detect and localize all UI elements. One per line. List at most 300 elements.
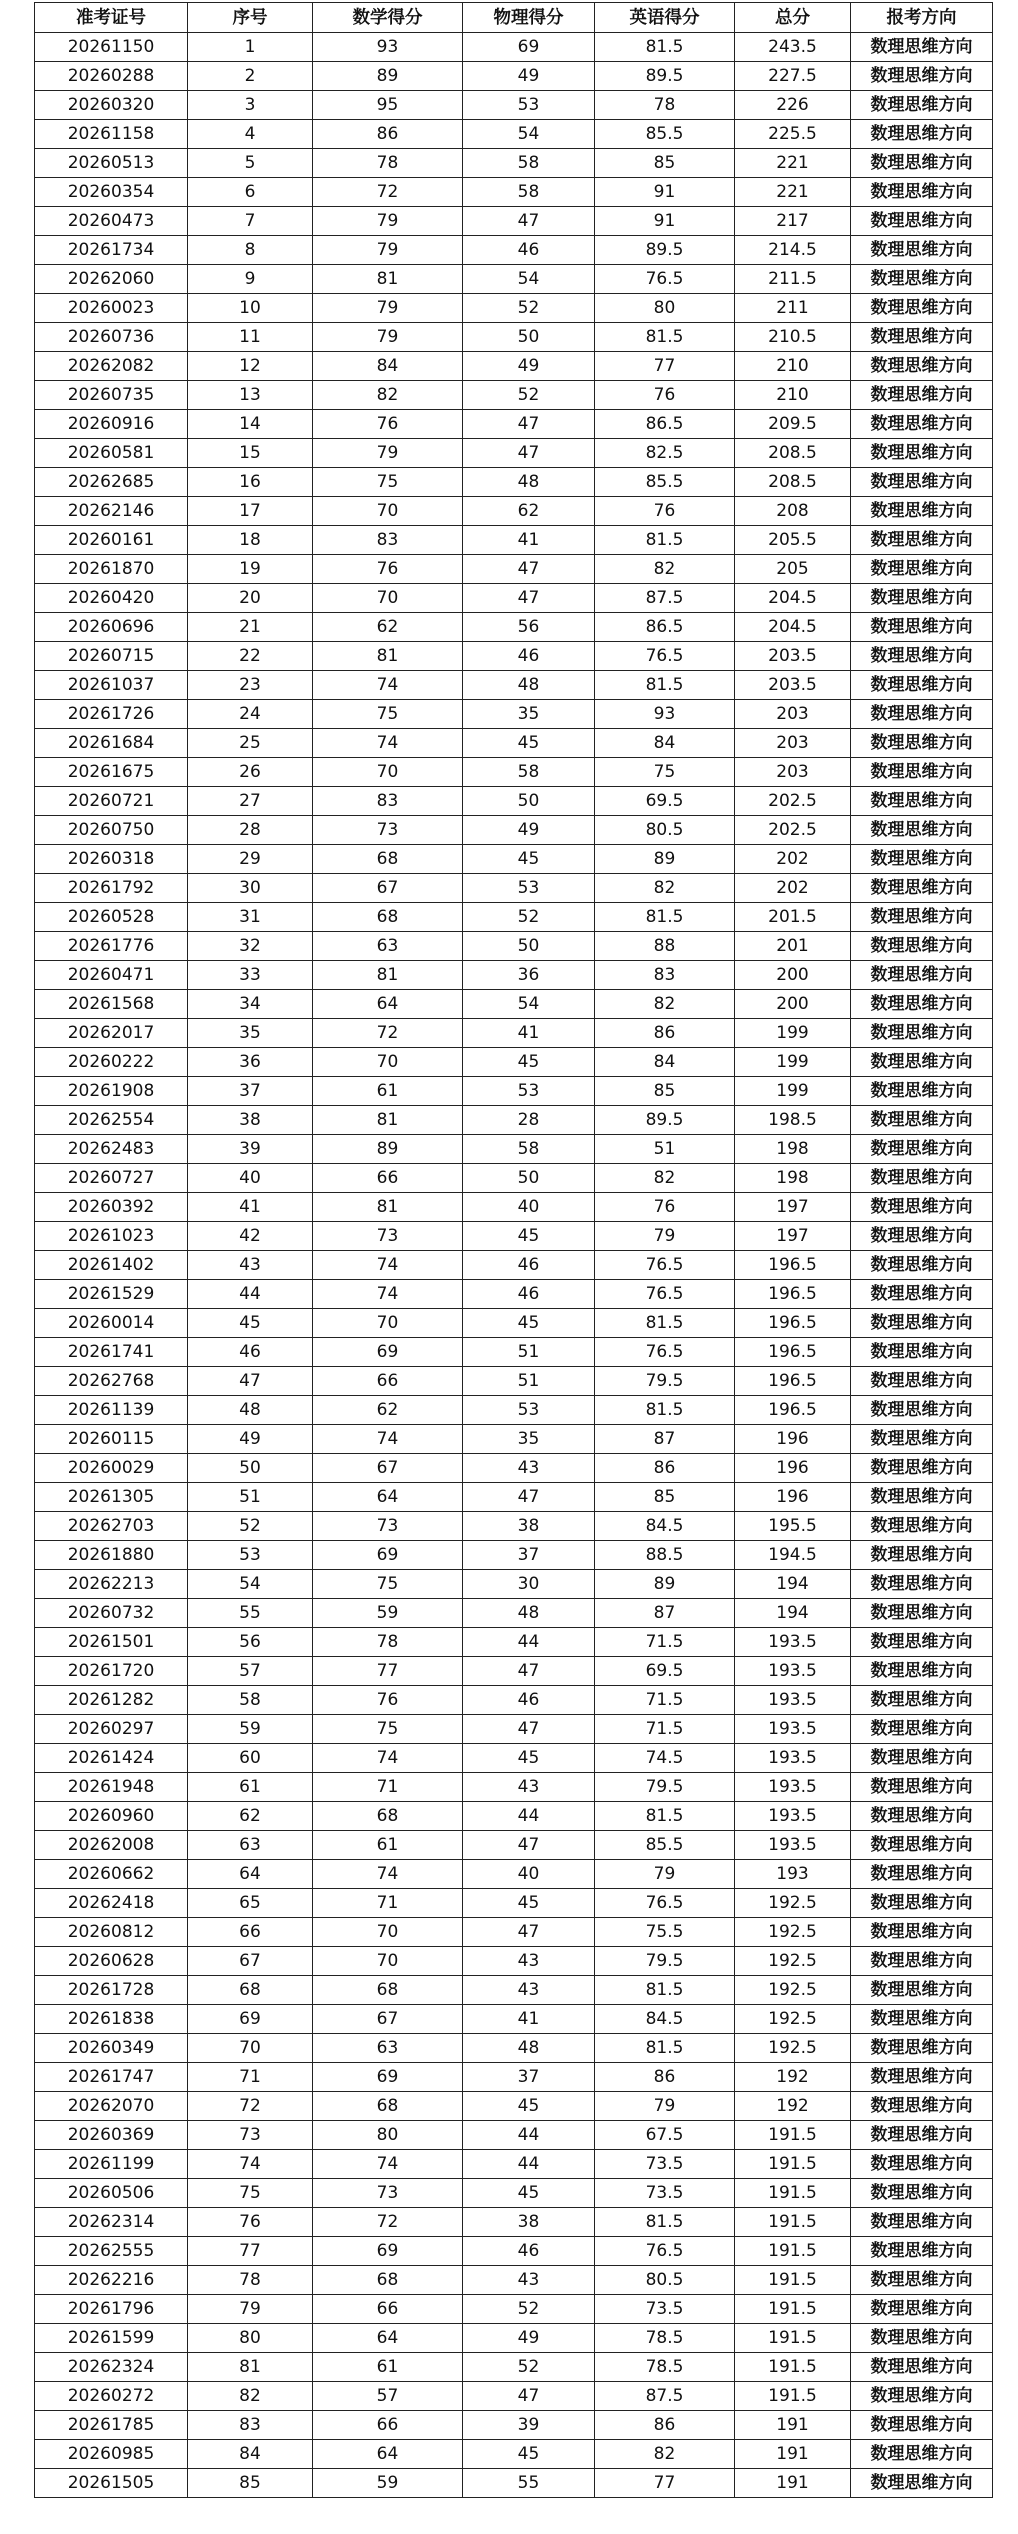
cell-physics-score: 53 (463, 874, 595, 903)
cell-exam-id: 20261747 (35, 2063, 188, 2092)
cell-rank: 40 (188, 1164, 313, 1193)
cell-math-score: 70 (313, 758, 463, 787)
cell-english-score: 79 (595, 2092, 735, 2121)
cell-exam-id: 20260721 (35, 787, 188, 816)
cell-rank: 80 (188, 2324, 313, 2353)
cell-exam-id: 20260272 (35, 2382, 188, 2411)
cell-math-score: 89 (313, 1135, 463, 1164)
cell-english-score: 91 (595, 207, 735, 236)
cell-total-score: 205.5 (735, 526, 851, 555)
cell-total-score: 192.5 (735, 1976, 851, 2005)
cell-direction: 数理思维方向 (851, 1744, 993, 1773)
cell-english-score: 85 (595, 1483, 735, 1512)
header-math-score: 数学得分 (313, 3, 463, 33)
cell-direction: 数理思维方向 (851, 33, 993, 62)
cell-rank: 16 (188, 468, 313, 497)
cell-rank: 14 (188, 410, 313, 439)
cell-total-score: 204.5 (735, 584, 851, 613)
cell-physics-score: 45 (463, 2440, 595, 2469)
table-row (35, 33, 993, 62)
cell-exam-id: 20261023 (35, 1222, 188, 1251)
cell-physics-score: 28 (463, 1106, 595, 1135)
cell-physics-score: 49 (463, 62, 595, 91)
header-row (35, 3, 993, 33)
cell-exam-id: 20261838 (35, 2005, 188, 2034)
cell-exam-id: 20260513 (35, 149, 188, 178)
cell-total-score: 196.5 (735, 1367, 851, 1396)
cell-english-score: 51 (595, 1135, 735, 1164)
cell-total-score: 214.5 (735, 236, 851, 265)
cell-direction: 数理思维方向 (851, 1077, 993, 1106)
table-row (35, 1512, 993, 1541)
cell-rank: 77 (188, 2237, 313, 2266)
cell-rank: 83 (188, 2411, 313, 2440)
cell-physics-score: 35 (463, 1425, 595, 1454)
cell-rank: 4 (188, 120, 313, 149)
cell-physics-score: 54 (463, 990, 595, 1019)
cell-direction: 数理思维方向 (851, 1657, 993, 1686)
cell-english-score: 76.5 (595, 1280, 735, 1309)
cell-math-score: 84 (313, 352, 463, 381)
cell-math-score: 75 (313, 1570, 463, 1599)
table-row (35, 1309, 993, 1338)
cell-math-score: 70 (313, 1918, 463, 1947)
cell-direction: 数理思维方向 (851, 961, 993, 990)
table-row (35, 584, 993, 613)
cell-rank: 76 (188, 2208, 313, 2237)
cell-physics-score: 53 (463, 1396, 595, 1425)
cell-exam-id: 20260369 (35, 2121, 188, 2150)
cell-direction: 数理思维方向 (851, 1512, 993, 1541)
cell-exam-id: 20261529 (35, 1280, 188, 1309)
cell-math-score: 73 (313, 2179, 463, 2208)
cell-math-score: 76 (313, 555, 463, 584)
cell-direction: 数理思维方向 (851, 1483, 993, 1512)
cell-math-score: 86 (313, 120, 463, 149)
cell-physics-score: 45 (463, 1048, 595, 1077)
cell-exam-id: 20261908 (35, 1077, 188, 1106)
cell-math-score: 81 (313, 265, 463, 294)
cell-total-score: 205 (735, 555, 851, 584)
cell-total-score: 191.5 (735, 2266, 851, 2295)
table-row (35, 120, 993, 149)
cell-rank: 9 (188, 265, 313, 294)
cell-total-score: 200 (735, 961, 851, 990)
cell-exam-id: 20261599 (35, 2324, 188, 2353)
cell-physics-score: 43 (463, 1976, 595, 2005)
table-row (35, 2411, 993, 2440)
cell-physics-score: 46 (463, 236, 595, 265)
table-row (35, 323, 993, 352)
cell-physics-score: 46 (463, 642, 595, 671)
cell-physics-score: 43 (463, 1454, 595, 1483)
table-row (35, 91, 993, 120)
cell-exam-id: 20261501 (35, 1628, 188, 1657)
cell-rank: 34 (188, 990, 313, 1019)
cell-total-score: 221 (735, 178, 851, 207)
cell-direction: 数理思维方向 (851, 2121, 993, 2150)
cell-total-score: 202.5 (735, 787, 851, 816)
cell-direction: 数理思维方向 (851, 1280, 993, 1309)
cell-direction: 数理思维方向 (851, 1367, 993, 1396)
cell-direction: 数理思维方向 (851, 1193, 993, 1222)
cell-direction: 数理思维方向 (851, 381, 993, 410)
cell-total-score: 193.5 (735, 1773, 851, 1802)
cell-rank: 67 (188, 1947, 313, 1976)
cell-rank: 8 (188, 236, 313, 265)
cell-math-score: 59 (313, 2469, 463, 2498)
cell-total-score: 208.5 (735, 439, 851, 468)
cell-direction: 数理思维方向 (851, 671, 993, 700)
cell-rank: 30 (188, 874, 313, 903)
table-row (35, 468, 993, 497)
cell-physics-score: 30 (463, 1570, 595, 1599)
cell-physics-score: 47 (463, 584, 595, 613)
cell-total-score: 193.5 (735, 1802, 851, 1831)
cell-english-score: 76.5 (595, 2237, 735, 2266)
cell-exam-id: 20261728 (35, 1976, 188, 2005)
cell-english-score: 69.5 (595, 1657, 735, 1686)
table-row (35, 207, 993, 236)
cell-direction: 数理思维方向 (851, 990, 993, 1019)
cell-total-score: 191.5 (735, 2295, 851, 2324)
cell-rank: 68 (188, 1976, 313, 2005)
header-direction: 报考方向 (851, 3, 993, 33)
cell-total-score: 191.5 (735, 2382, 851, 2411)
cell-rank: 73 (188, 2121, 313, 2150)
cell-physics-score: 46 (463, 1251, 595, 1280)
cell-english-score: 78 (595, 91, 735, 120)
cell-physics-score: 45 (463, 2092, 595, 2121)
cell-total-score: 196 (735, 1425, 851, 1454)
table-row (35, 932, 993, 961)
cell-rank: 53 (188, 1541, 313, 1570)
cell-total-score: 198 (735, 1135, 851, 1164)
cell-direction: 数理思维方向 (851, 352, 993, 381)
table-row (35, 2121, 993, 2150)
table-row (35, 874, 993, 903)
cell-rank: 12 (188, 352, 313, 381)
cell-rank: 10 (188, 294, 313, 323)
table-row (35, 2440, 993, 2469)
cell-total-score: 191.5 (735, 2179, 851, 2208)
table-row (35, 1976, 993, 2005)
cell-exam-id: 20261734 (35, 236, 188, 265)
cell-math-score: 73 (313, 1222, 463, 1251)
cell-math-score: 89 (313, 62, 463, 91)
table-row (35, 526, 993, 555)
cell-rank: 51 (188, 1483, 313, 1512)
cell-math-score: 71 (313, 1889, 463, 1918)
cell-rank: 28 (188, 816, 313, 845)
cell-rank: 55 (188, 1599, 313, 1628)
cell-english-score: 86 (595, 2411, 735, 2440)
cell-math-score: 78 (313, 149, 463, 178)
table-row (35, 1628, 993, 1657)
cell-math-score: 74 (313, 671, 463, 700)
cell-rank: 1 (188, 33, 313, 62)
cell-exam-id: 20260735 (35, 381, 188, 410)
cell-exam-id: 20261675 (35, 758, 188, 787)
cell-exam-id: 20260506 (35, 2179, 188, 2208)
cell-exam-id: 20260029 (35, 1454, 188, 1483)
table-row (35, 1193, 993, 1222)
cell-total-score: 191.5 (735, 2324, 851, 2353)
table-row (35, 1831, 993, 1860)
cell-direction: 数理思维方向 (851, 2353, 993, 2382)
cell-direction: 数理思维方向 (851, 410, 993, 439)
table-row (35, 1860, 993, 1889)
cell-total-score: 191 (735, 2440, 851, 2469)
cell-math-score: 74 (313, 1425, 463, 1454)
cell-physics-score: 40 (463, 1193, 595, 1222)
cell-direction: 数理思维方向 (851, 700, 993, 729)
cell-english-score: 78.5 (595, 2324, 735, 2353)
cell-direction: 数理思维方向 (851, 874, 993, 903)
cell-exam-id: 20261880 (35, 1541, 188, 1570)
cell-total-score: 196.5 (735, 1251, 851, 1280)
table-row (35, 381, 993, 410)
table-row (35, 149, 993, 178)
table-row (35, 2353, 993, 2382)
cell-english-score: 73.5 (595, 2295, 735, 2324)
cell-math-score: 68 (313, 2092, 463, 2121)
cell-rank: 26 (188, 758, 313, 787)
header-exam-id: 准考证号 (35, 3, 188, 33)
cell-total-score: 208 (735, 497, 851, 526)
table-row (35, 903, 993, 932)
table-row (35, 178, 993, 207)
cell-total-score: 193.5 (735, 1744, 851, 1773)
table-row (35, 1454, 993, 1483)
cell-rank: 43 (188, 1251, 313, 1280)
cell-math-score: 74 (313, 2150, 463, 2179)
table-row (35, 845, 993, 874)
cell-physics-score: 50 (463, 932, 595, 961)
cell-direction: 数理思维方向 (851, 2179, 993, 2208)
cell-exam-id: 20261720 (35, 1657, 188, 1686)
cell-english-score: 78.5 (595, 2353, 735, 2382)
cell-math-score: 59 (313, 1599, 463, 1628)
cell-rank: 48 (188, 1396, 313, 1425)
cell-physics-score: 43 (463, 1773, 595, 1802)
cell-physics-score: 47 (463, 410, 595, 439)
cell-english-score: 79.5 (595, 1773, 735, 1802)
cell-total-score: 192.5 (735, 1918, 851, 1947)
cell-physics-score: 47 (463, 1483, 595, 1512)
cell-direction: 数理思维方向 (851, 1541, 993, 1570)
cell-math-score: 81 (313, 1106, 463, 1135)
cell-rank: 72 (188, 2092, 313, 2121)
cell-math-score: 68 (313, 1802, 463, 1831)
cell-rank: 41 (188, 1193, 313, 1222)
cell-direction: 数理思维方向 (851, 1918, 993, 1947)
cell-physics-score: 41 (463, 1019, 595, 1048)
cell-total-score: 226 (735, 91, 851, 120)
cell-rank: 7 (188, 207, 313, 236)
cell-english-score: 81.5 (595, 2208, 735, 2237)
cell-total-score: 225.5 (735, 120, 851, 149)
cell-direction: 数理思维方向 (851, 1947, 993, 1976)
cell-total-score: 192 (735, 2063, 851, 2092)
cell-direction: 数理思维方向 (851, 1164, 993, 1193)
cell-rank: 81 (188, 2353, 313, 2382)
cell-physics-score: 58 (463, 178, 595, 207)
cell-physics-score: 49 (463, 816, 595, 845)
cell-direction: 数理思维方向 (851, 2324, 993, 2353)
cell-physics-score: 45 (463, 2179, 595, 2208)
cell-direction: 数理思维方向 (851, 845, 993, 874)
cell-total-score: 196 (735, 1454, 851, 1483)
cell-physics-score: 47 (463, 2382, 595, 2411)
table-row (35, 1280, 993, 1309)
cell-rank: 45 (188, 1309, 313, 1338)
table-row (35, 1802, 993, 1831)
cell-direction: 数理思维方向 (851, 2150, 993, 2179)
cell-direction: 数理思维方向 (851, 178, 993, 207)
table-row (35, 1019, 993, 1048)
cell-physics-score: 56 (463, 613, 595, 642)
cell-rank: 24 (188, 700, 313, 729)
cell-total-score: 199 (735, 1048, 851, 1077)
cell-english-score: 93 (595, 700, 735, 729)
cell-direction: 数理思维方向 (851, 149, 993, 178)
cell-total-score: 192 (735, 2092, 851, 2121)
cell-english-score: 86 (595, 2063, 735, 2092)
cell-direction: 数理思维方向 (851, 2266, 993, 2295)
cell-exam-id: 20262483 (35, 1135, 188, 1164)
cell-exam-id: 20260288 (35, 62, 188, 91)
cell-physics-score: 46 (463, 1280, 595, 1309)
cell-english-score: 71.5 (595, 1686, 735, 1715)
cell-english-score: 79 (595, 1222, 735, 1251)
cell-direction: 数理思维方向 (851, 2092, 993, 2121)
cell-direction: 数理思维方向 (851, 1135, 993, 1164)
cell-exam-id: 20260985 (35, 2440, 188, 2469)
cell-rank: 42 (188, 1222, 313, 1251)
cell-exam-id: 20262314 (35, 2208, 188, 2237)
cell-exam-id: 20262418 (35, 1889, 188, 1918)
cell-english-score: 91 (595, 178, 735, 207)
cell-rank: 71 (188, 2063, 313, 2092)
cell-exam-id: 20261568 (35, 990, 188, 1019)
cell-rank: 57 (188, 1657, 313, 1686)
cell-english-score: 81.5 (595, 1309, 735, 1338)
cell-physics-score: 51 (463, 1338, 595, 1367)
cell-direction: 数理思维方向 (851, 1570, 993, 1599)
cell-exam-id: 20262070 (35, 2092, 188, 2121)
cell-english-score: 89 (595, 845, 735, 874)
cell-total-score: 196 (735, 1483, 851, 1512)
cell-english-score: 76.5 (595, 642, 735, 671)
cell-physics-score: 39 (463, 2411, 595, 2440)
cell-exam-id: 20260581 (35, 439, 188, 468)
table-row (35, 62, 993, 91)
cell-direction: 数理思维方向 (851, 555, 993, 584)
cell-total-score: 203 (735, 758, 851, 787)
cell-exam-id: 20261282 (35, 1686, 188, 1715)
cell-physics-score: 45 (463, 1889, 595, 1918)
cell-english-score: 87.5 (595, 2382, 735, 2411)
cell-math-score: 78 (313, 1628, 463, 1657)
cell-exam-id: 20260715 (35, 642, 188, 671)
cell-total-score: 193.5 (735, 1657, 851, 1686)
cell-english-score: 79.5 (595, 1367, 735, 1396)
cell-rank: 21 (188, 613, 313, 642)
cell-total-score: 203 (735, 729, 851, 758)
cell-physics-score: 38 (463, 2208, 595, 2237)
cell-physics-score: 44 (463, 2121, 595, 2150)
cell-english-score: 76 (595, 381, 735, 410)
table-row (35, 1541, 993, 1570)
cell-physics-score: 49 (463, 352, 595, 381)
cell-physics-score: 54 (463, 120, 595, 149)
table-row (35, 265, 993, 294)
cell-english-score: 71.5 (595, 1715, 735, 1744)
cell-math-score: 74 (313, 1251, 463, 1280)
cell-exam-id: 20262060 (35, 265, 188, 294)
cell-total-score: 191 (735, 2469, 851, 2498)
cell-math-score: 83 (313, 526, 463, 555)
cell-rank: 20 (188, 584, 313, 613)
table-row (35, 2150, 993, 2179)
cell-math-score: 77 (313, 1657, 463, 1686)
cell-total-score: 210 (735, 381, 851, 410)
cell-total-score: 201.5 (735, 903, 851, 932)
cell-direction: 数理思维方向 (851, 1773, 993, 1802)
cell-math-score: 76 (313, 1686, 463, 1715)
cell-math-score: 74 (313, 1744, 463, 1773)
cell-physics-score: 47 (463, 439, 595, 468)
table-row (35, 1048, 993, 1077)
table-body (35, 33, 993, 2498)
cell-direction: 数理思维方向 (851, 91, 993, 120)
cell-exam-id: 20261741 (35, 1338, 188, 1367)
cell-direction: 数理思维方向 (851, 2034, 993, 2063)
cell-english-score: 87 (595, 1425, 735, 1454)
cell-total-score: 200 (735, 990, 851, 1019)
cell-direction: 数理思维方向 (851, 120, 993, 149)
cell-exam-id: 20261776 (35, 932, 188, 961)
cell-english-score: 76.5 (595, 265, 735, 294)
cell-total-score: 199 (735, 1019, 851, 1048)
cell-exam-id: 20261796 (35, 2295, 188, 2324)
cell-physics-score: 37 (463, 1541, 595, 1570)
cell-total-score: 192.5 (735, 2005, 851, 2034)
cell-direction: 数理思维方向 (851, 2295, 993, 2324)
cell-english-score: 84 (595, 729, 735, 758)
cell-math-score: 80 (313, 2121, 463, 2150)
cell-physics-score: 48 (463, 2034, 595, 2063)
cell-exam-id: 20260727 (35, 1164, 188, 1193)
cell-math-score: 93 (313, 33, 463, 62)
table-row (35, 613, 993, 642)
cell-physics-score: 37 (463, 2063, 595, 2092)
table-row (35, 671, 993, 700)
cell-exam-id: 20260222 (35, 1048, 188, 1077)
cell-math-score: 69 (313, 2063, 463, 2092)
cell-physics-score: 41 (463, 2005, 595, 2034)
table-header (35, 3, 993, 33)
cell-total-score: 193 (735, 1860, 851, 1889)
cell-physics-score: 38 (463, 1512, 595, 1541)
cell-english-score: 85.5 (595, 120, 735, 149)
cell-rank: 25 (188, 729, 313, 758)
cell-direction: 数理思维方向 (851, 903, 993, 932)
cell-math-score: 79 (313, 236, 463, 265)
cell-rank: 38 (188, 1106, 313, 1135)
cell-total-score: 191.5 (735, 2208, 851, 2237)
